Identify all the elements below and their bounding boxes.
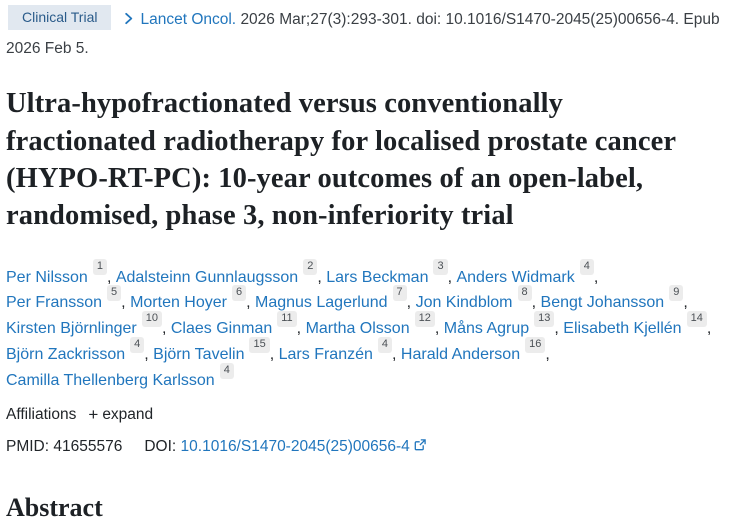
citation-detail: 2026 Mar;27(3):293-301. doi: 10.1016/S1470-2045(25)00656-4. Epub 2026 Feb 5. — [6, 11, 720, 58]
publication-type-badge[interactable]: Clinical Trial — [8, 5, 111, 30]
author-link[interactable]: Morten Hoyer — [130, 294, 227, 312]
author: Per Fransson$^5$, — [6, 286, 131, 312]
article-title: Ultra-hypofractionated versus conventionally fractionated radiotherapy for localised prostate cancer (HYPO-RT-PC): 10-year outcomes of an open-label, randomised, phase 3, non-inferiority trial — [6, 88, 676, 232]
author-affiliation-sup[interactable]: 10 — [142, 311, 162, 327]
journal-link[interactable]: Lancet Oncol. — [140, 11, 237, 28]
author-link[interactable]: Elisabeth Kjellén — [563, 320, 682, 338]
author-affiliation-sup[interactable]: 14 — [687, 311, 707, 327]
author: Adalsteinn Gunnlaugsson$^2$, — [115, 260, 327, 286]
author-affiliation-sup[interactable]: 7 — [393, 285, 407, 301]
author-affiliation-sup[interactable]: 1 — [93, 259, 107, 275]
author-link[interactable]: Magnus Lagerlund — [255, 294, 388, 312]
author: Måns Agrup$^{13}$, — [443, 312, 564, 338]
author: Martha Olsson$^{12}$, — [305, 312, 444, 338]
author: Claes Ginman$^{11}$, — [170, 312, 306, 338]
affiliations-label: Affiliations — [6, 406, 77, 424]
external-link-icon — [413, 438, 427, 457]
plus-icon: + — [88, 405, 99, 425]
author-link[interactable]: Adalsteinn Gunnlaugsson — [115, 268, 299, 286]
author-affiliation-sup[interactable]: 9 — [669, 285, 683, 301]
author-link[interactable]: Jon Kindblom — [415, 294, 513, 312]
author: Anders Widmark$^4$, — [456, 260, 599, 286]
author: Lars Beckman$^3$, — [326, 260, 457, 286]
author-link[interactable]: Anders Widmark — [456, 268, 575, 286]
author-affiliation-sup[interactable]: 5 — [107, 285, 121, 301]
author-link[interactable]: Lars Beckman — [326, 268, 429, 286]
author-affiliation-sup[interactable]: 3 — [433, 259, 447, 275]
author-affiliation-sup[interactable]: 4 — [580, 259, 594, 275]
doi-label: DOI: — [144, 438, 177, 456]
author-affiliation-sup[interactable]: 4 — [220, 363, 234, 379]
doi-link[interactable]: 10.1016/S1470-2045(25)00656-4 — [180, 438, 410, 456]
author-link[interactable]: Martha Olsson — [305, 320, 410, 338]
author-link[interactable]: Harald Anderson — [400, 346, 521, 364]
author-affiliation-sup[interactable]: 12 — [415, 311, 435, 327]
author: Per Nilsson$^1$, — [6, 260, 116, 286]
author-link[interactable]: Björn Zackrisson — [6, 346, 126, 364]
authors-line — [6, 260, 726, 395]
citation-line — [6, 5, 736, 62]
author-link[interactable]: Måns Agrup — [443, 320, 530, 338]
author-link[interactable]: Per Nilsson — [6, 268, 88, 286]
author-link[interactable]: Claes Ginman — [170, 320, 273, 338]
pmid-label: PMID: — [6, 438, 50, 456]
author: Bengt Johansson$^9$, — [540, 286, 688, 312]
author: Jon Kindblom$^8$, — [415, 286, 541, 312]
author-affiliation-sup[interactable]: 15 — [249, 337, 269, 353]
author-affiliation-sup[interactable]: 2 — [303, 259, 317, 275]
author-link[interactable]: Lars Franzén — [278, 346, 373, 364]
author — [6, 363, 234, 390]
author: Magnus Lagerlund$^7$, — [255, 286, 416, 312]
author: Lars Franzén$^4$, — [278, 337, 401, 364]
author: Björn Tavelin$^{15}$, — [153, 337, 279, 364]
author-link[interactable]: Kirsten Björnlinger — [6, 320, 137, 338]
author: Elisabeth Kjellén$^{14}$, — [563, 312, 712, 338]
author-affiliation-sup[interactable]: 4 — [378, 337, 392, 353]
affiliations-expand-button[interactable] — [88, 405, 153, 425]
author-affiliation-sup[interactable]: 16 — [525, 337, 545, 353]
author-affiliation-sup[interactable]: 4 — [130, 337, 144, 353]
author-link[interactable]: Björn Tavelin — [153, 346, 245, 364]
abstract-heading: Abstract — [6, 493, 103, 523]
author: Björn Zackrisson$^4$, — [6, 337, 154, 364]
author-affiliation-sup[interactable]: 6 — [232, 285, 246, 301]
author: Kirsten Björnlinger$^{10}$, — [6, 312, 171, 338]
author-link[interactable]: Per Fransson — [6, 294, 103, 312]
expand-label: expand — [102, 406, 154, 424]
author-affiliation-sup[interactable]: 13 — [534, 311, 554, 327]
author-affiliation-sup[interactable]: 8 — [518, 285, 532, 301]
identifiers-row — [6, 438, 736, 457]
author: Morten Hoyer$^6$, — [130, 286, 255, 312]
author-link[interactable]: Bengt Johansson — [540, 294, 665, 312]
chevron-right-icon — [121, 8, 136, 35]
pmid-value: 41655576 — [53, 438, 123, 456]
author-link[interactable]: Camilla Thellenberg Karlsson — [6, 372, 215, 390]
affiliations-row — [6, 405, 736, 425]
author-affiliation-sup[interactable]: 11 — [277, 311, 296, 327]
author: Harald Anderson$^{16}$, — [400, 337, 550, 364]
